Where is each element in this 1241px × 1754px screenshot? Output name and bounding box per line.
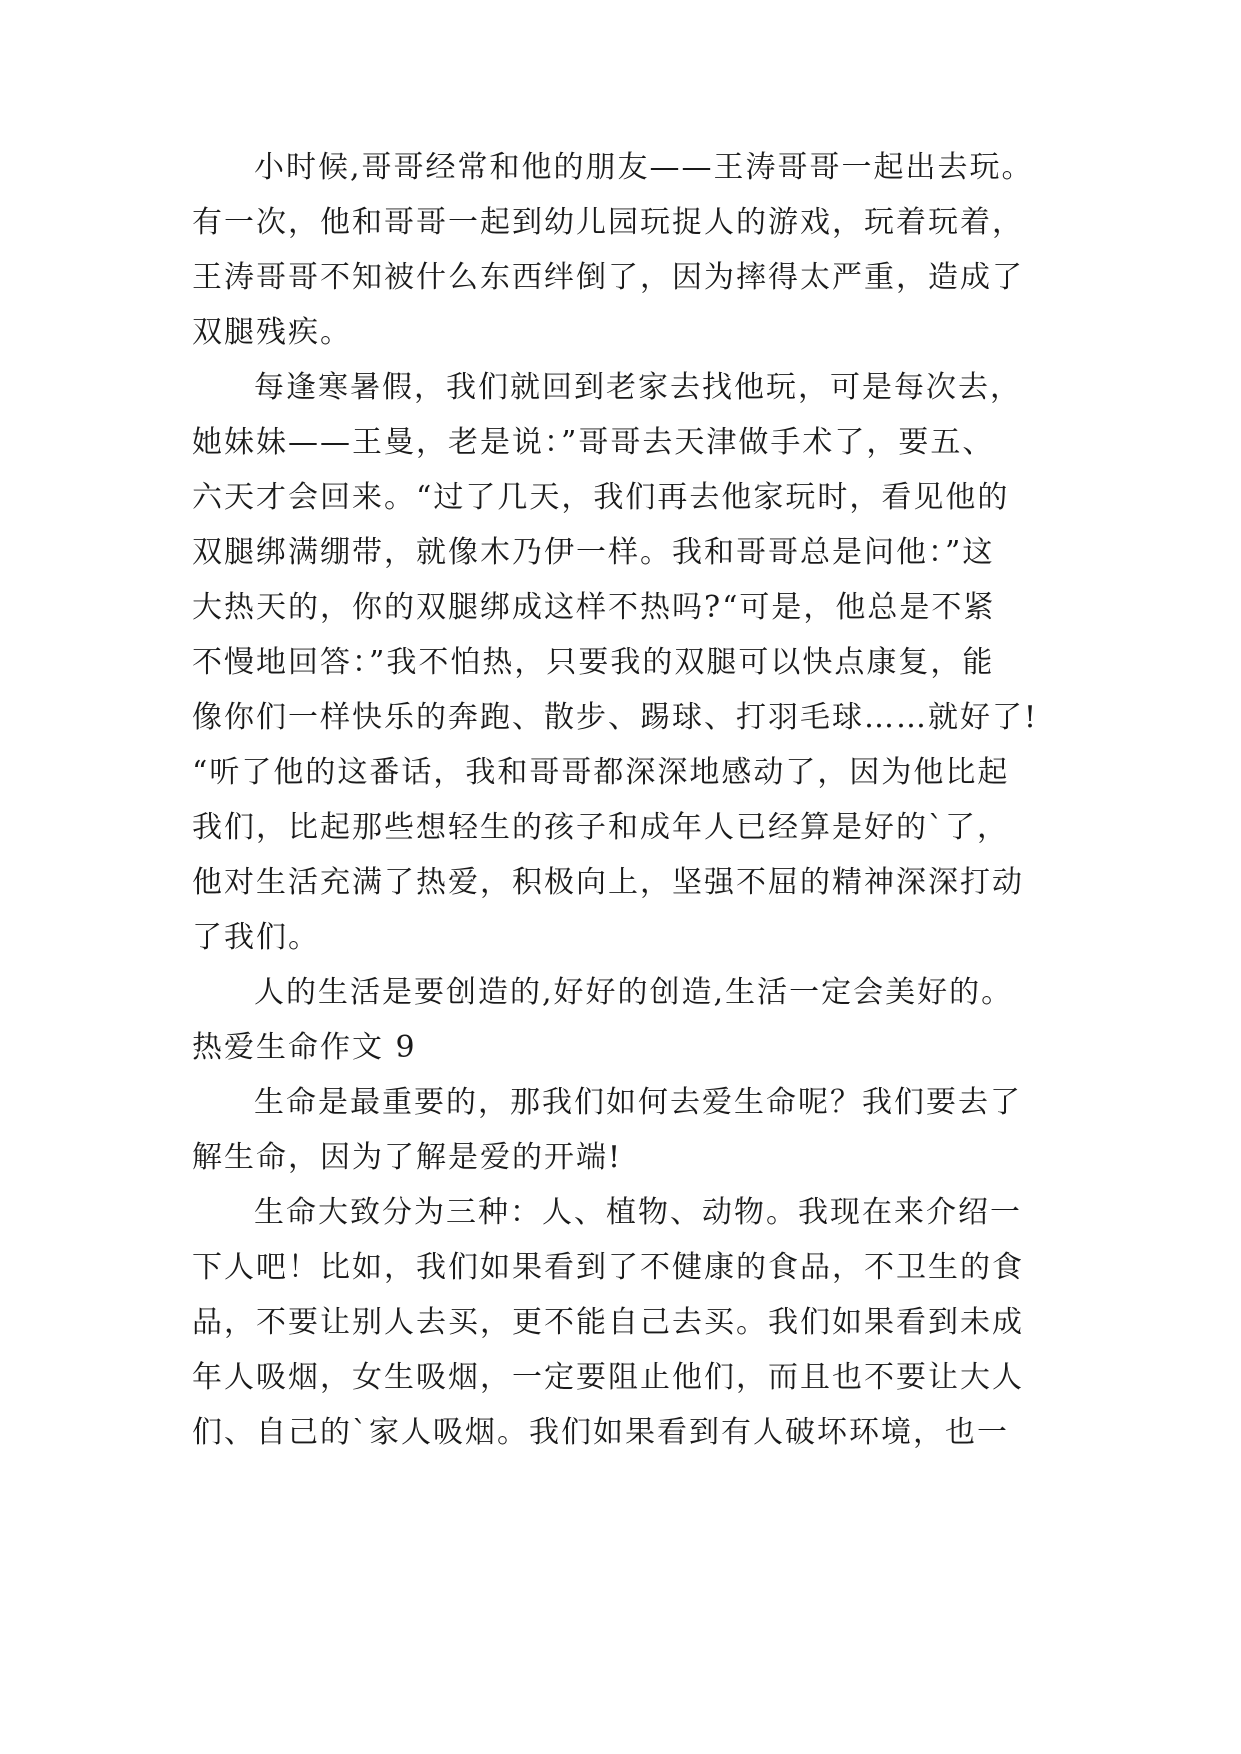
text-line: 品，不要让别人去买，更不能自己去买。我们如果看到未成 — [192, 1305, 1024, 1340]
text-line: 生命大致分为三种：人、植物、动物。我现在来介绍一 — [254, 1195, 1022, 1230]
text-line: 们、自己的`家人吸烟。我们如果看到有人破坏环境，也一 — [192, 1415, 1009, 1450]
text-line: 有一次，他和哥哥一起到幼儿园玩捉人的游戏，玩着玩着， — [192, 205, 1024, 240]
text-line: 六天才会回来。“过了几天，我们再去他家玩时，看见他的 — [192, 480, 1010, 515]
text-line: “听了他的这番话，我和哥哥都深深地感动了，因为他比起 — [192, 755, 1010, 790]
text-line: 下人吧！比如，我们如果看到了不健康的食品，不卫生的食 — [192, 1250, 1024, 1285]
text-line: 我们，比起那些想轻生的孩子和成年人已经算是好的`了， — [192, 810, 1009, 845]
text-line: 年人吸烟，女生吸烟，一定要阻止他们，而且也不要让大人 — [192, 1360, 1024, 1395]
text-line: 人的生活是要创造的,好好的创造,生活一定会美好的。 — [254, 975, 1014, 1010]
text-line: 王涛哥哥不知被什么东西绊倒了，因为摔得太严重，造成了 — [192, 260, 1024, 295]
text-line: 他对生活充满了热爱，积极向上，坚强不屈的精神深深打动 — [192, 865, 1024, 900]
text-line: 了我们。 — [192, 920, 320, 955]
text-line: 生命是最重要的，那我们如何去爱生命呢？我们要去了 — [254, 1085, 1022, 1120]
text-line: 像你们一样快乐的奔跑、散步、踢球、打羽毛球……就好了! — [192, 700, 1039, 735]
text-line: 小时候,哥哥经常和他的朋友——王涛哥哥一起出去玩。 — [254, 150, 1034, 185]
text-line: 大热天的，你的双腿绑成这样不热吗?“可是，他总是不紧 — [192, 590, 996, 625]
text-line: 她妹妹——王曼，老是说：”哥哥去天津做手术了，要五、 — [192, 425, 995, 460]
text-line: 不慢地回答：”我不怕热，只要我的双腿可以快点康复，能 — [192, 645, 995, 680]
text-line: 双腿绑满绷带，就像木乃伊一样。我和哥哥总是问他：”这 — [192, 535, 995, 570]
text-line: 解生命，因为了解是爱的开端! — [192, 1140, 623, 1175]
section-heading: 热爱生命作文 9 — [192, 1030, 417, 1065]
text-line: 每逢寒暑假，我们就回到老家去找他玩，可是每次去， — [254, 370, 1022, 405]
text-line: 双腿残疾。 — [192, 315, 352, 350]
